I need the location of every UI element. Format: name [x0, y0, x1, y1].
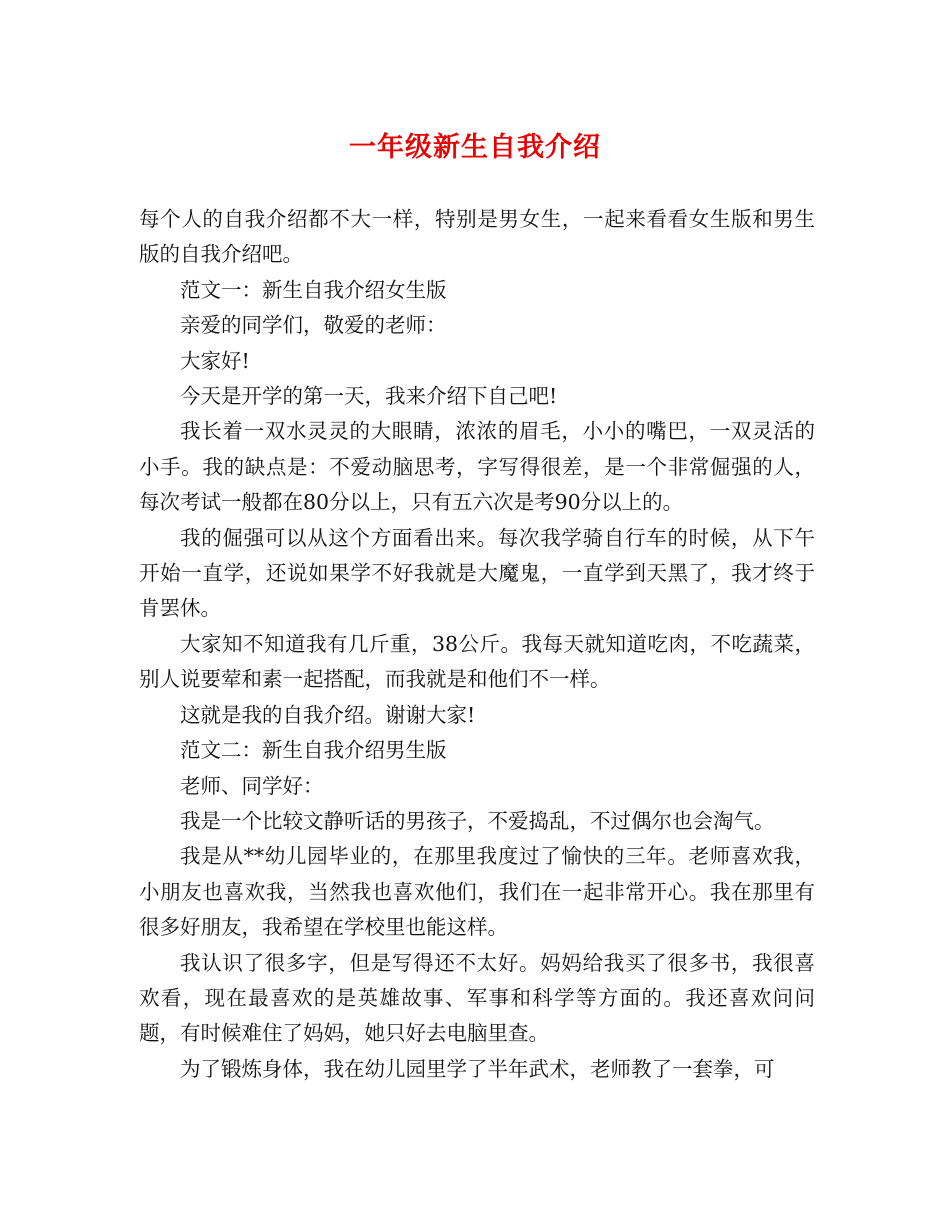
intro-paragraph: 每个人的自我介绍都不大一样，特别是男女生，一起来看看女生版和男生版的自我介绍吧。 [139, 207, 815, 267]
sample-one-heading: 范文一：新生自我介绍女生版 [180, 277, 447, 302]
page-title: 一年级新生自我介绍 [349, 132, 601, 163]
paragraph: 大家知不知道我有几斤重，38公斤。我每天就知道吃肉，不吃蔬菜，别人说要荤和素一起搭配，而我就是和他们不一样。 [139, 631, 815, 692]
paragraph: 我是从**幼儿园毕业的，在那里我度过了愉快的三年。老师喜欢我，小朋友也喜欢我，当然我也喜欢他们，我们在一起非常开心。我在那里有很多好朋友，我希望在学校里也能这样。 [139, 844, 815, 940]
paragraph: 我的倔强可以从这个方面看出来。每次我学骑自行车的时候，从下午开始一直学，还说如果学不好我就是大魔鬼，一直学到天黑了，我才终于肯罢休。 [139, 525, 815, 621]
paragraph: 我认识了很多字，但是写得还不太好。妈妈给我买了很多书，我很喜欢看，现在最喜欢的是英雄故事、军事和科学等方面的。我还喜欢问问题，有时候难住了妈妈，她只好去电脑里查。 [139, 950, 815, 1046]
paragraph: 为了锻炼身体，我在幼儿园里学了半年武术，老师教了一套拳，可 [180, 1056, 775, 1081]
document-body [139, 202, 815, 1087]
hello-line: 大家好! [180, 348, 250, 373]
greeting-line: 老师、同学好： [180, 773, 324, 798]
paragraph: 我是一个比较文静听话的男孩子，不爱捣乱，不过偶尔也会淘气。 [180, 808, 775, 833]
paragraph: 这就是我的自我介绍。谢谢大家! [180, 702, 476, 727]
paragraph: 我长着一双水灵灵的大眼睛，浓浓的眉毛，小小的嘴巴，一双灵活的小手。我的缺点是：不爱动脑思考，字写得很差，是一个非常倔强的人，每次考试一般都在80分以上，只有五六次是考90分以上的。 [139, 419, 815, 515]
sample-two-heading: 范文二：新生自我介绍男生版 [180, 738, 447, 763]
paragraph: 今天是开学的第一天，我来介绍下自己吧! [180, 384, 558, 409]
greeting-line: 亲爱的同学们，敬爱的老师： [180, 313, 447, 338]
